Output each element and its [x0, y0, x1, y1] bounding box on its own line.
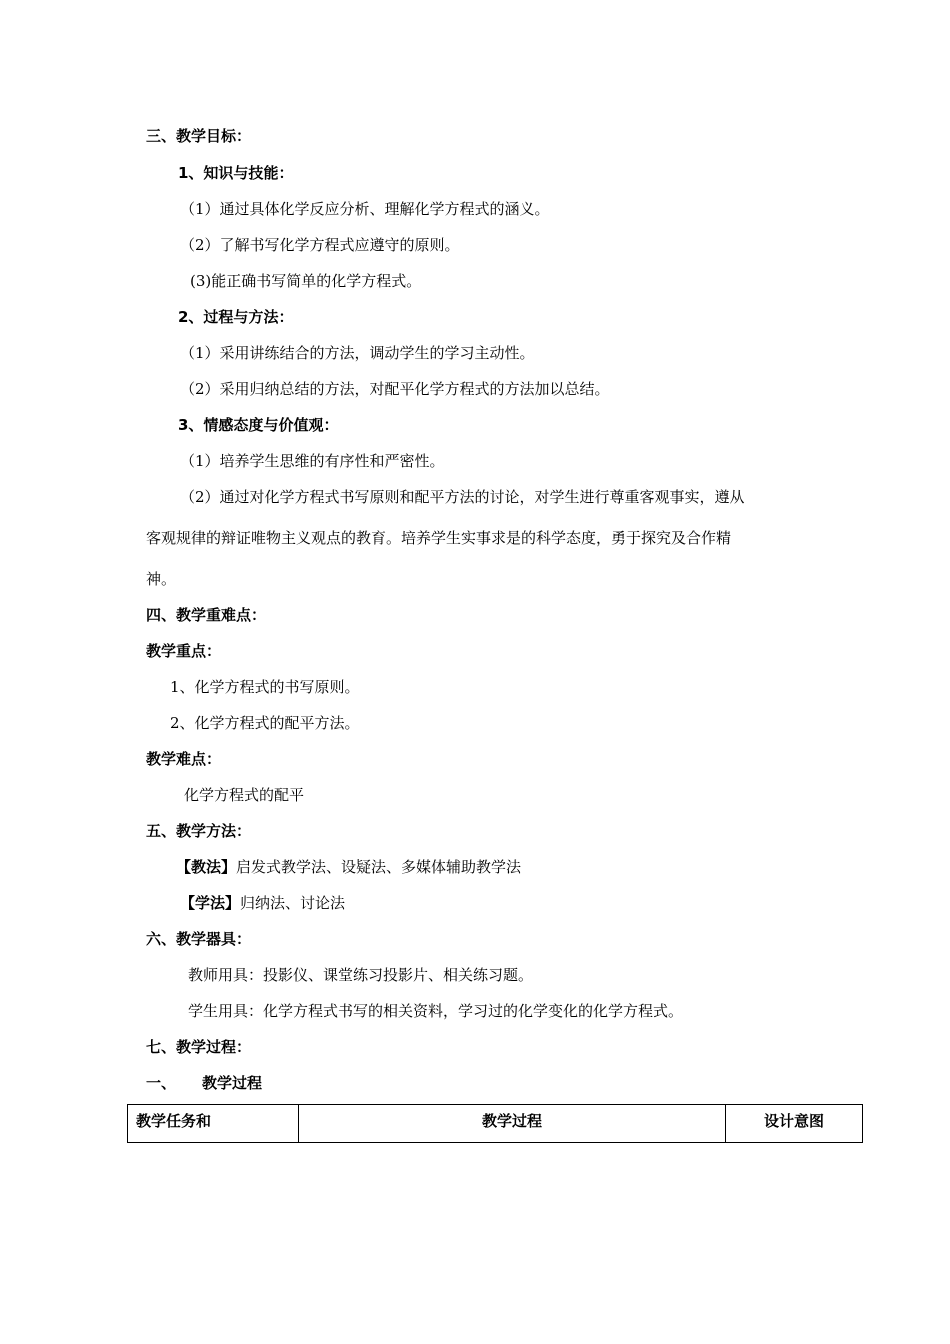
teaching-method-line	[176, 857, 521, 877]
section-6-title: 六、教学器具：	[146, 930, 252, 948]
teaching-method-label: 【教法】	[176, 858, 237, 876]
section-3-title: 三、教学目标：	[146, 127, 252, 145]
subsection-knowledge-title: 1、知识与技能：	[178, 164, 294, 182]
student-tools: 学生用具：化学方程式书写的相关资料，学习过的化学变化的化学方程式。	[188, 1002, 684, 1020]
subsection-attitude-title: 3、情感态度与价值观：	[178, 416, 339, 434]
attitude-paragraph-line-1: （2）通过对化学方程式书写原则和配平方法的讨论，对学生进行尊重客观事实，遵从	[180, 488, 745, 506]
key-point-2: 2、化学方程式的配平方法。	[170, 714, 360, 732]
subsection-process-title: 2、过程与方法：	[178, 308, 294, 326]
difficult-point-1: 化学方程式的配平	[184, 786, 305, 804]
subsection-process-number: 一、	[146, 1074, 177, 1092]
table-header-task: 教学任务和	[128, 1105, 299, 1143]
table-header-process: 教学过程	[299, 1105, 726, 1143]
attitude-paragraph-line-2: 客观规律的辩证唯物主义观点的教育。培养学生实事求是的科学态度，勇于探究及合作精	[146, 529, 732, 547]
knowledge-item-3: (3)能正确书写简单的化学方程式。	[190, 272, 422, 290]
table-header-intent: 设计意图	[726, 1105, 863, 1143]
key-point-1: 1、化学方程式的书写原则。	[170, 678, 360, 696]
section-4-title: 四、教学重难点：	[146, 606, 267, 624]
teacher-tools: 教师用具：投影仪、课堂练习投影片、相关练习题。	[188, 966, 534, 984]
learning-method-label: 【学法】	[180, 894, 241, 912]
process-item-2: （2）采用归纳总结的方法，对配平化学方程式的方法加以总结。	[180, 380, 610, 398]
process-item-1: （1）采用讲练结合的方法，调动学生的学习主动性。	[180, 344, 535, 362]
key-points-title: 教学重点：	[146, 642, 222, 660]
learning-method-text: 归纳法、讨论法	[240, 894, 346, 912]
attitude-paragraph-line-3: 神。	[146, 570, 177, 588]
table-header-row	[128, 1105, 863, 1143]
teaching-method-text: 启发式教学法、设疑法、多媒体辅助教学法	[236, 858, 522, 876]
teaching-process-table	[127, 1104, 863, 1143]
knowledge-item-2: （2）了解书写化学方程式应遵守的原则。	[180, 236, 460, 254]
learning-method-line	[180, 893, 345, 913]
knowledge-item-1: （1）通过具体化学反应分析、理解化学方程式的涵义。	[180, 200, 550, 218]
difficult-points-title: 教学难点：	[146, 750, 222, 768]
subsection-process-heading: 教学过程	[202, 1074, 263, 1092]
attitude-item-1: （1）培养学生思维的有序性和严密性。	[180, 452, 445, 470]
section-5-title: 五、教学方法：	[146, 822, 252, 840]
section-7-title: 七、教学过程：	[146, 1038, 252, 1056]
